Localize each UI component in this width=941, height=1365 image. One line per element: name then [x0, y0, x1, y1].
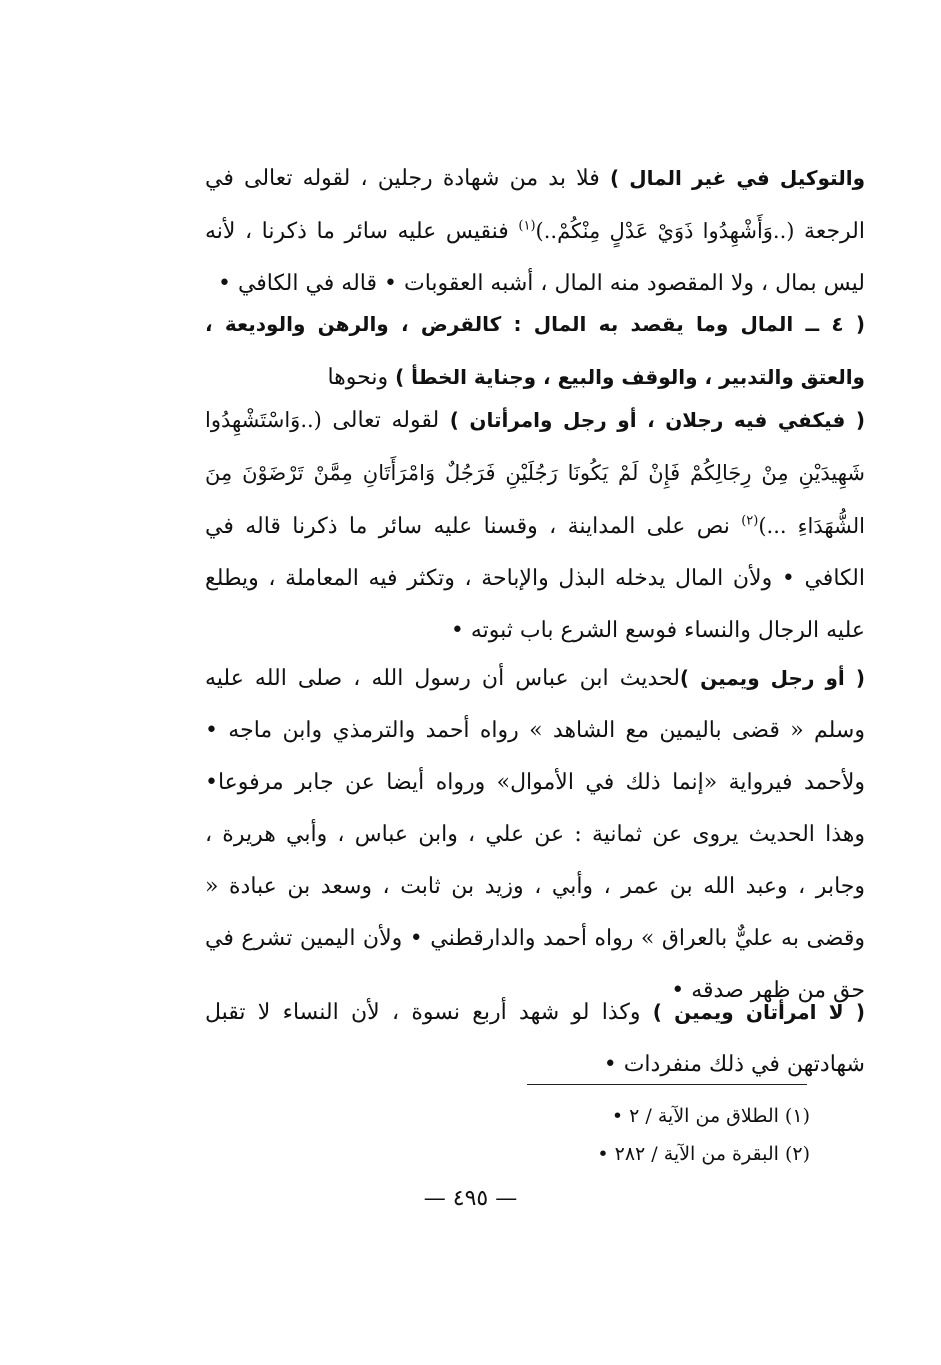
bold-heading: ( ٤ ــ المال وما يقصد به المال : كالقرض ، والرهن والوديعة ، والعتق والتدبير ، والوقف والبيع ، وجناية الخطأ ): [205, 312, 866, 389]
paragraph-text: ونحوها: [327, 365, 396, 390]
quran-verse: (..وَأَشْهِدُوا ذَوَيْ عَدْلٍ مِنْكُمْ..): [535, 219, 795, 243]
paragraph-man-and-two-women: [205, 394, 865, 657]
bold-heading: ( فيكفي فيه رجلان ، أو رجل وامرأتان ): [449, 408, 866, 432]
paragraph-text: فلا بد من شهادة رجلين ، لقوله تعالى في الرجعة: [205, 166, 866, 244]
bold-heading: ( لا امرأتان ويمين ): [652, 1000, 865, 1024]
quran-verse: (..وَاسْتَشْهِدُوا شَهِيدَيْنِ مِنْ رِجَالِكُمْ فَإِنْ لَمْ يَكُونَا رَجُلَيْنِ فَرَجُلٌ وَامْرَأَتَانِ مِمَّنْ تَرْضَوْنَ مِنَ الشُّهَدَاءِ ...): [205, 408, 865, 538]
footnote-divider: [527, 1084, 807, 1085]
footnote-2: (٢) البقرة من الآية / ٢٨٢ •: [597, 1143, 810, 1165]
paragraph-text: لقوله تعالى: [321, 408, 450, 433]
footnote-reference[interactable]: (٢): [741, 513, 759, 529]
paragraph-witness-two-men: [205, 152, 865, 310]
paragraph-text: فنقيس عليه سائر ما ذكرنا ، لأنه ليس بمال ، ولا المقصود منه المال ، أشبه العقوبات • قاله في الكافي •: [205, 219, 865, 296]
paragraph-man-and-oath: [205, 652, 865, 1017]
paragraph-two-women-and-oath: [205, 986, 865, 1091]
paragraph-text: لحديث ابن عباس أن رسول الله ، صلى الله عليه وسلم « قضى باليمين مع الشاهد » رواه أحمد والترمذي وابن ماجه • ولأحمد فيرواية «إنما ذلك في الأموال» ورواه أيضا عن جابر مرفوعا• وهذا الحديث يروى عن ثمانية : عن علي ، وابن عباس ، وأبي هريرة ، وجابر ، وعبد الله بن عمر ، وأبي ، وزيد بن ثابت ، وسعد بن عبادة « وقضى به عليٌّ بالعراق » رواه أحمد والدارقطني • ولأن اليمين تشرع في حق من ظهر صدقه •: [205, 666, 865, 1003]
bold-heading: والتوكيل في غير المال ): [609, 166, 866, 190]
paragraph-text: وكذا لو شهد أربع نسوة ، لأن النساء لا تقبل شهادتهن في ذلك منفردات •: [205, 1000, 865, 1077]
bold-heading: ( أو رجل ويمين ): [679, 666, 865, 690]
paragraph-text: نص على المداينة ، وقسنا عليه سائر ما ذكرنا قاله في الكافي • ولأن المال يدخله البذل والإباحة ، وتكثر فيه المعاملة ، ويطلع عليه الرجال والنساء فوسع الشرع باب ثبوته •: [205, 514, 865, 643]
footnote-1: (١) الطلاق من الآية / ٢ •: [611, 1105, 810, 1127]
paragraph-money-matters: [205, 298, 865, 404]
footnote-reference[interactable]: (١): [518, 218, 536, 234]
page-number: — ٤٩٥ —: [423, 1186, 518, 1211]
